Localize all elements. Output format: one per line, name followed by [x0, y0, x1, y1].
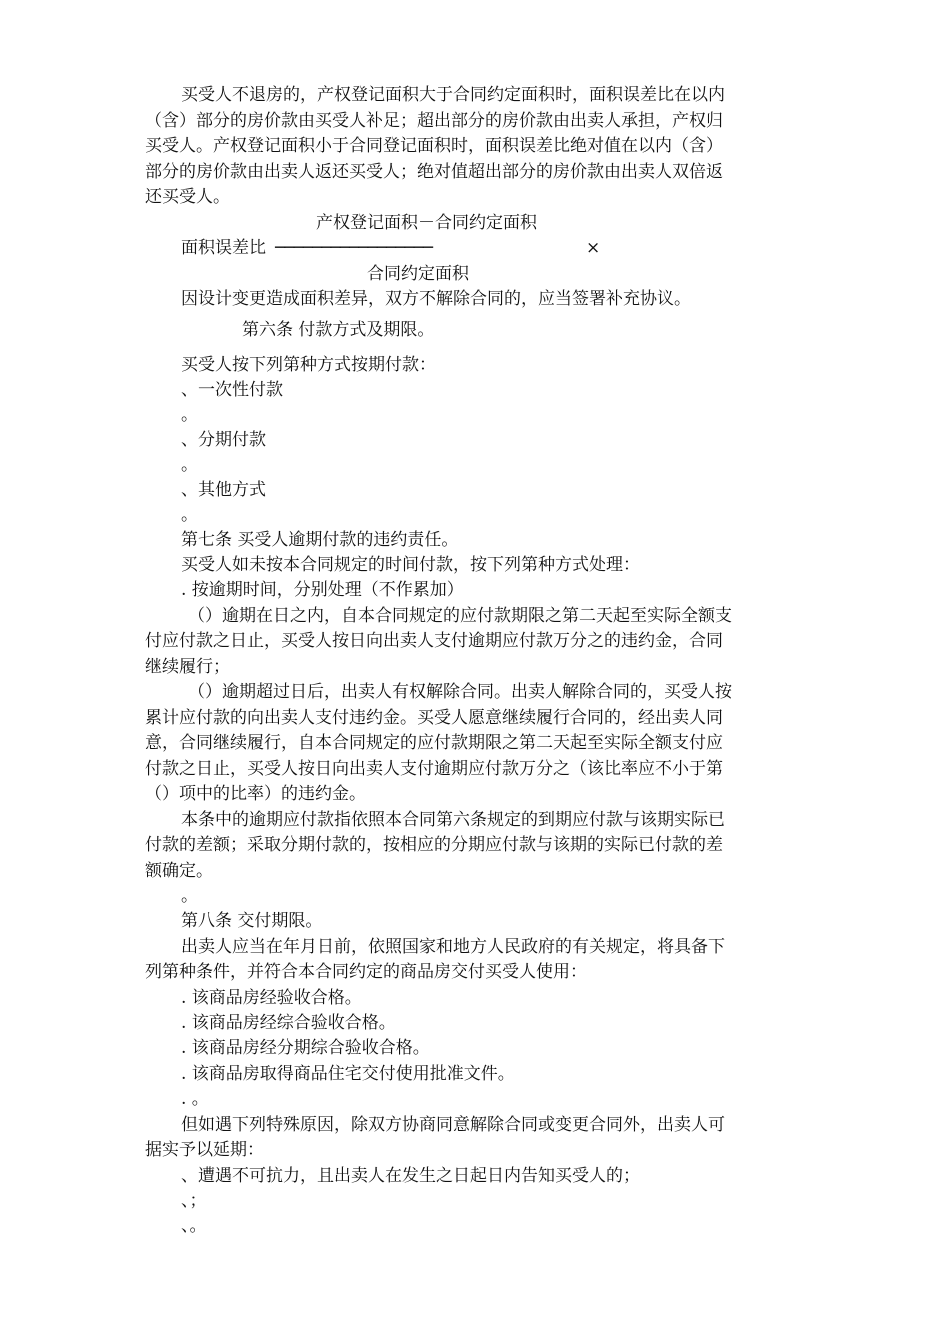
payment-option-1: 、一次性付款 — [181, 380, 283, 400]
delivery-condition-2: . 该商品房经综合验收合格。 — [181, 1013, 396, 1033]
article-7-note-line3: 额确定。 — [145, 861, 213, 881]
delivery-condition-1: . 该商品房经验收合格。 — [181, 988, 362, 1008]
para1-line2: （含）部分的房价款由买受人补足；超出部分的房价款由出卖人承担，产权归 — [145, 111, 723, 131]
article-7-item-1: . 按逾期时间，分别处理（不作累加） — [181, 580, 464, 600]
article-8-title: 第八条 交付期限。 — [181, 911, 323, 931]
article-7-sub2-line2: 累计应付款的向出卖人支付违约金。买受人愿意继续履行合同的，经出卖人同 — [145, 708, 723, 728]
formula-denominator: 合同约定面积 — [367, 264, 469, 284]
article-7-title: 第七条 买受人逾期付款的违约责任。 — [181, 530, 459, 550]
article-7-sub1-line3: 继续履行； — [145, 657, 230, 677]
article-7-note-line2: 付款的差额；采取分期付款的，按相应的分期应付款与该期的实际已付款的差 — [145, 835, 723, 855]
para1-line5: 还买受人。 — [145, 187, 230, 207]
delay-reason-2: 、； — [181, 1191, 207, 1211]
article-8-intro-line1: 出卖人应当在年月日前，依照国家和地方人民政府的有关规定，将具备下 — [181, 937, 725, 957]
payment-option-1-blank: 。 — [181, 405, 198, 425]
delay-reason-1: 、遭遇不可抗力，且出卖人在发生之日起日内告知买受人的； — [181, 1166, 640, 1186]
formula-fraction-bar: ───────────────── — [275, 238, 432, 258]
payment-option-2: 、分期付款 — [181, 430, 266, 450]
article-7-sub2-line5: （）项中的比率）的违约金。 — [145, 784, 366, 804]
article-7-blank: 。 — [181, 886, 198, 906]
formula-times: × — [586, 238, 601, 258]
article-7-note-line1: 本条中的逾期应付款指依照本合同第六条规定的到期应付款与该期实际已 — [181, 810, 725, 830]
delay-reason-3: 、。 — [181, 1216, 207, 1236]
delivery-condition-5: . 。 — [181, 1089, 209, 1109]
article-7-sub2-line3: 意，合同继续履行，自本合同规定的应付款期限之第二天起至实际全额支付应 — [145, 733, 723, 753]
para1-line4: 部分的房价款由出卖人返还买受人；绝对值超出部分的房价款由出卖人双倍返 — [145, 162, 723, 182]
article-7-intro: 买受人如未按本合同规定的时间付款，按下列第种方式处理： — [181, 555, 640, 575]
formula-numerator: 产权登记面积－合同约定面积 — [316, 213, 537, 233]
payment-option-2-blank: 。 — [181, 455, 198, 475]
para1-line3: 买受人。产权登记面积小于合同登记面积时，面积误差比绝对值在以内（含） — [145, 136, 723, 156]
article-7-sub2-line4: 付款之日止，买受人按日向出卖人支付逾期应付款万分之（该比率应不小于第 — [145, 759, 723, 779]
delay-intro-line1: 但如遇下列特殊原因，除双方协商同意解除合同或变更合同外，出卖人可 — [181, 1115, 725, 1135]
formula-label: 面积误差比 — [181, 238, 266, 258]
article-7-sub1-line1: （）逾期在日之内，自本合同规定的应付款期限之第二天起至实际全额支 — [188, 606, 732, 626]
article-6-intro: 买受人按下列第种方式按期付款： — [181, 355, 436, 375]
delivery-condition-3: . 该商品房经分期综合验收合格。 — [181, 1038, 430, 1058]
design-change-note: 因设计变更造成面积差异，双方不解除合同的，应当签署补充协议。 — [181, 289, 691, 309]
para1-line1: 买受人不退房的，产权登记面积大于合同约定面积时，面积误差比在以内 — [181, 85, 725, 105]
article-6-title: 第六条 付款方式及期限。 — [242, 320, 435, 340]
delay-intro-line2: 据实予以延期： — [145, 1140, 264, 1160]
article-7-sub1-line2: 付应付款之日止，买受人按日向出卖人支付逾期应付款万分之的违约金，合同 — [145, 631, 723, 651]
payment-option-3-blank: 。 — [181, 505, 198, 525]
article-7-sub2-line1: （）逾期超过日后，出卖人有权解除合同。出卖人解除合同的，买受人按 — [188, 682, 732, 702]
delivery-condition-4: . 该商品房取得商品住宅交付使用批准文件。 — [181, 1064, 515, 1084]
article-8-intro-line2: 列第种条件，并符合本合同约定的商品房交付买受人使用： — [145, 962, 587, 982]
payment-option-3: 、其他方式 — [181, 480, 266, 500]
